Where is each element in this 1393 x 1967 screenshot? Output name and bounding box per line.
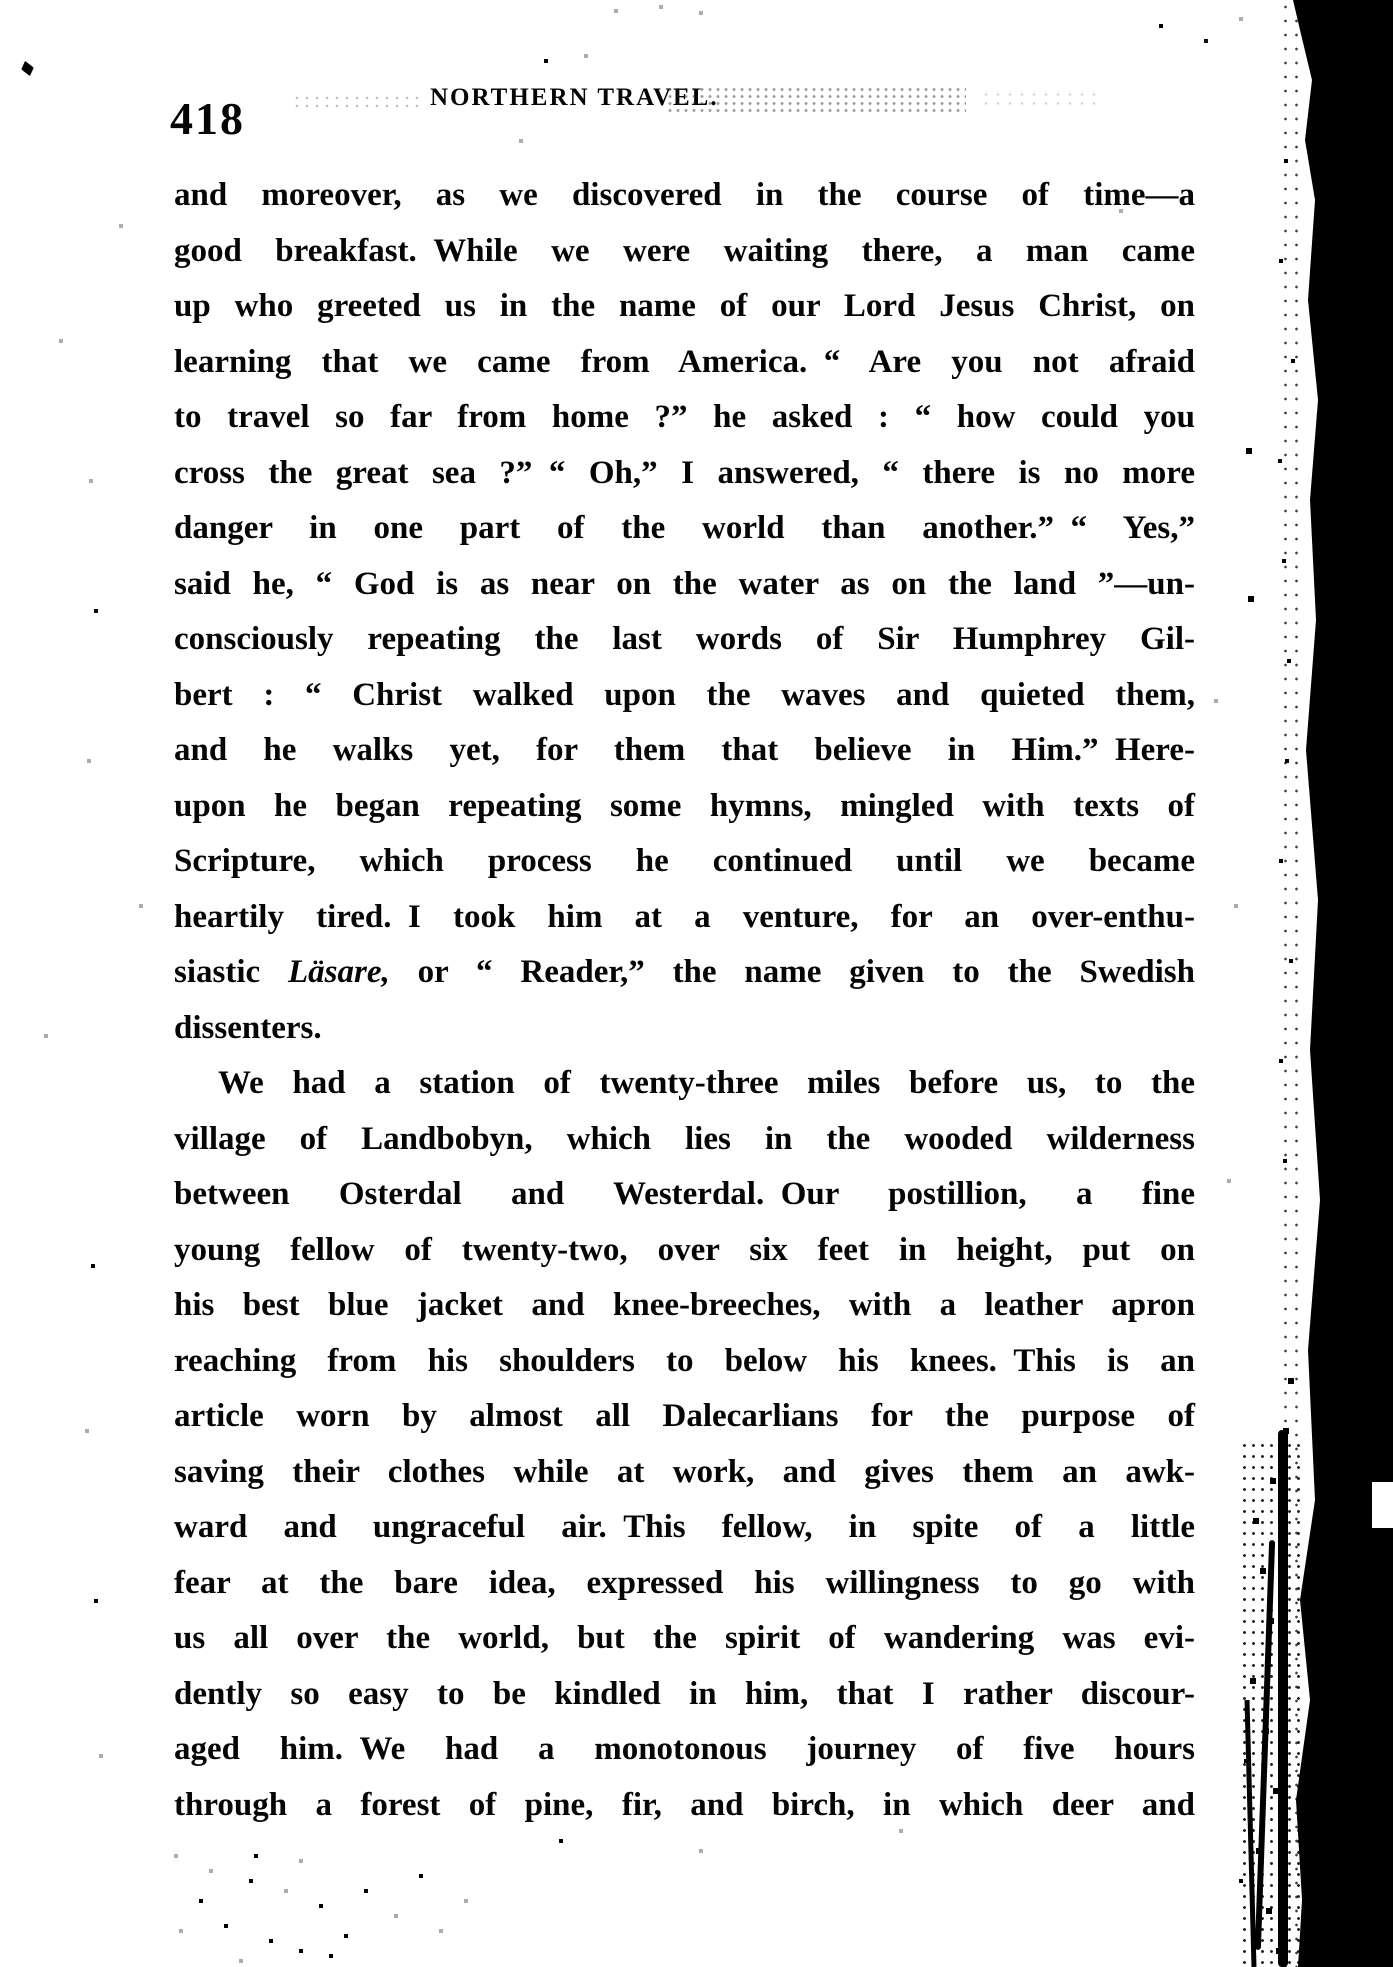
text-line: cross the great sea ?” “ Oh,” I answered, “ there is no more — [174, 454, 1195, 491]
text-line: up who greeted us in the name of our Lord Jesus Christ, on — [174, 288, 1195, 324]
text-line: said he, “ God is as near on the water as on the land ”—un- — [174, 565, 1195, 602]
text-fragment: or “ Reader,” the name given to the Swedish — [389, 954, 1195, 990]
text-line: danger in one part of the world than another.” “ Yes,” — [174, 510, 1195, 546]
text-line: reaching from his shoulders to below his knees. This is an — [174, 1342, 1195, 1379]
text-line: bert : “ Christ walked upon the waves and quieted them, — [174, 676, 1195, 713]
text-line: saving their clothes while at work, and gives them an awk- — [174, 1453, 1195, 1490]
text-line: his best blue jacket and knee-breeches, with a leather apron — [174, 1287, 1195, 1323]
scan-smudge — [292, 94, 426, 112]
scan-smudge — [666, 86, 966, 112]
text-line: us all over the world, but the spirit of wandering was evi- — [174, 1620, 1195, 1656]
running-header: NORTHERN TRAVEL. — [430, 84, 719, 111]
text-line: Scripture, which process he continued until we became — [174, 843, 1195, 879]
text-line: through a forest of pine, fir, and birch, in which deer and — [174, 1786, 1195, 1823]
text-line: and he walks yet, for them that believe in Him.” Here- — [174, 732, 1195, 768]
text-line: aged him. We had a monotonous journey of five hours — [174, 1731, 1195, 1767]
binding-shadow-notch — [1372, 1482, 1393, 1528]
text-line: upon he began repeating some hymns, mingled with texts of — [174, 787, 1195, 824]
text-line: village of Landbobyn, which lies in the wooded wilderness — [174, 1120, 1195, 1157]
page-number: 418 — [170, 93, 245, 144]
text-line: article worn by almost all Dalecarlians for the purpose of — [174, 1398, 1195, 1434]
italic-word: Läsare, — [288, 954, 390, 990]
text-line: young fellow of twenty-two, over six feet in height, put on — [174, 1231, 1195, 1268]
ink-speck — [21, 61, 33, 76]
text-line: ward and ungraceful air. This fellow, in spite of a little — [174, 1509, 1195, 1545]
text-line: to travel so far from home ?” he asked : “ how could you — [174, 399, 1195, 435]
text-line: We had a station of twenty-three miles before us, to the — [218, 1065, 1195, 1101]
text-line: dissenters. — [174, 1009, 322, 1046]
scan-smudge — [980, 90, 1100, 110]
text-line — [174, 945, 1195, 1001]
text-fragment: siastic — [174, 954, 289, 990]
body-text — [174, 168, 1195, 1833]
text-line: heartily tired. I took him at a venture, for an over-enthu- — [174, 898, 1195, 935]
text-line: good breakfast. While we were waiting there, a man came — [174, 232, 1195, 269]
ink-streak — [1278, 1430, 1288, 1967]
text-line: between Osterdal and Westerdal. Our postillion, a fine — [174, 1176, 1195, 1212]
text-line: dently so easy to be kindled in him, that I rather discour- — [174, 1675, 1195, 1712]
text-line: learning that we came from America. “ Are you not afraid — [174, 343, 1195, 380]
text-line: fear at the bare idea, expressed his willingness to go with — [174, 1564, 1195, 1601]
scan-noise — [0, 0, 2, 2]
text-line: and moreover, as we discovered in the course of time—a — [174, 177, 1195, 213]
text-line: consciously repeating the last words of Sir Humphrey Gil- — [174, 621, 1195, 657]
